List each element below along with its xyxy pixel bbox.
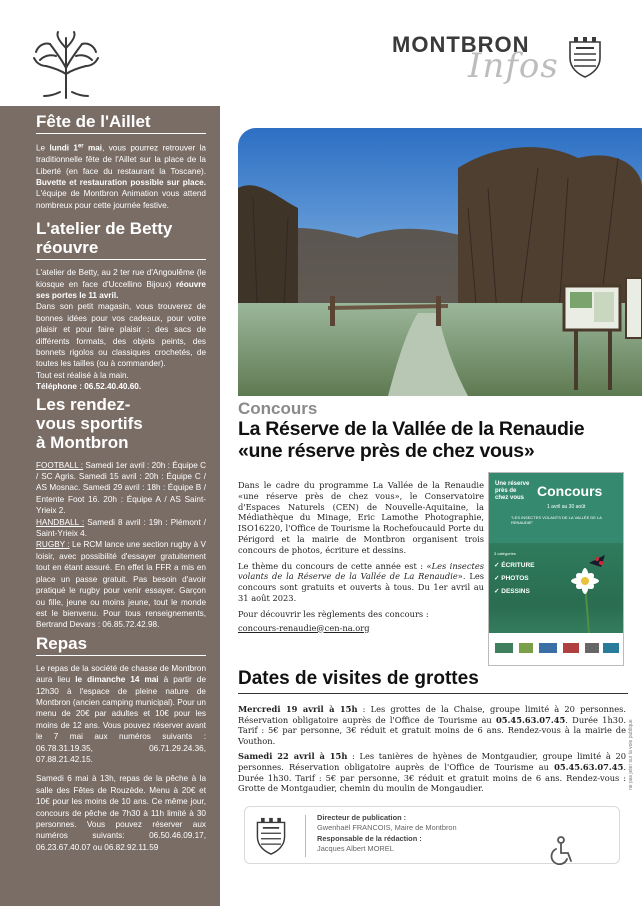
aillet-text: Le lundi 1er mai, vous pourrez retrouver la traditionnelle fête de l'Aillet sur la place de la Liberté (en face du restaurant la Toscane). Buvette et restauration possible sur place. L'équipe de Montbron Animation vous attend nombreux pour cette journée festive.: [36, 143, 206, 210]
section-sport: [36, 395, 206, 631]
poster-subtitle: "LES INSECTES VOLANTS DE LA VALLÉE DE LA RENAUDIE": [511, 515, 602, 525]
section-title-repas: Repas: [36, 634, 206, 656]
poster-dates: 1 avril au 30 août: [547, 504, 586, 510]
brand-title: MONTBRON: [392, 32, 530, 57]
partner-logos-icon: [489, 633, 624, 666]
article-title: [238, 418, 638, 462]
section-label-concours: Concours: [238, 399, 318, 418]
grottes-paragraph: Samedi 22 avril à 15h : Les tanières de hyènes de Montgaudier, groupe limité à 20 personnes. Réservation obligatoire auprès de l'Office de Tourisme au 05.45.63.07.45. Durée 1h30. Tarif : 5€ par personne, 3€ réduit et gratuit moins de 6 ans. Rendez-vous : Grotte de Montgaudier, chemin du moulin de Mongaudier.: [238, 751, 626, 794]
betty-text: L'atelier de Betty, au 2 ter rue d'Angoulême (le kiosque en face d'Uccellino Bijoux) réouvre ses portes le 11 avril. Dans son petit magasin, vous trouverez de bonnes idées pour vos cadeaux, pour votre plaisir et pour faire plaisir : des sacs de différents formats, des objets peints, des bonnets rigolos ou classiques crochetés, de toutes les tailles (ou à commander). Tout est réalisé à la main. Téléphone : 06.52.40.40.60.: [36, 268, 206, 392]
section-aillet: [36, 112, 206, 211]
crest-icon: [255, 817, 287, 855]
brand-subtitle: Infos: [468, 46, 559, 86]
reserve-photo: [238, 128, 642, 396]
footer-credits: Directeur de publication : Gwenhaël FRANCOIS, Maire de Montbron Responsable de la rédaction : Jacques Albert MOREL: [317, 813, 457, 853]
poster-categories-label: 3 catégories: [494, 551, 516, 556]
grottes-body: [238, 704, 626, 799]
footer-divider: [305, 815, 306, 857]
section-title-sport: Les rendez-vous sportifs à Montbron: [36, 394, 143, 452]
concours-poster: [488, 472, 624, 666]
article-paragraph: Le thème du concours de cette année est : «Les insectes volants de la Réserve de la Vallée de La Renaudie». Les concours sont gratuits et ouverts à tous. Du 1er avril au 31 août 2023.: [238, 560, 484, 603]
section-betty: [36, 219, 206, 392]
brand-header: [392, 32, 602, 92]
credit-text: ne pas jeter sur la voie publique: [628, 719, 634, 790]
section-repas: [36, 634, 206, 854]
poster-partner-logos: [489, 633, 624, 666]
accessibility-icon: [545, 835, 575, 865]
poster-logo: Une réserve près de chez vous: [495, 481, 530, 501]
sport-text: FOOTBALL : Samedi 1er avril : 20h : Équipe C / SC Agris. Samedi 15 avril : 20h : Équipe C / AS Mosnac. Samedi 29 avril : 18h : Équipe B / Entente Foot 16. 20h : Équipe A / AS Saint-Yrieix 2. HANDBALL : Samedi 8 avril : 19h : Plémont / Saint-Yrieix 4. RUGBY : Le RCM lance une section rugby à V loisir, avec possibilité d'essayer gratuitement tout en étant assuré. En effet la FFR a mis en place un passe gratuit. Pas besoin d'avoir pratiqué le rugby pour venir essayer. Garçon ou fille, jeune ou moins jeune, tout le monde est le bienvenu. Pour tous renseignements, Bertrand Devars : 06.85.72.42.98.: [36, 460, 206, 630]
poster-title: Concours: [537, 483, 603, 499]
article-body: [238, 480, 484, 638]
article-paragraph: Pour découvrir les règlements des concours :: [238, 608, 429, 619]
footer-box: [244, 806, 620, 864]
section-title-aillet: Fête de l'Aillet: [36, 112, 206, 134]
article-paragraph: Dans le cadre du programme La Vallée de la Renaudie «une réserve près de chez vous», le Conservatoire d'Espaces Naturels (CEN) de Nouvelle-Aquitaine, la Médiathèque du Minage, Eric Lamothe Photographie, ISO16220, l'Office de Tourisme la Rochefoucauld Porte du Périgord et la mairie de Montbron organisent trois concours de photos, écriture et dessins.: [238, 480, 484, 555]
article-title-line1: La Réserve de la Vallée de la Renaudie: [238, 418, 585, 440]
section-title-betty: L'atelier de Betty réouvre: [36, 219, 206, 260]
repas-text: Le repas de la société de chasse de Montbron aura lieu le dimanche 14 mai à partir de 12h30 à l'espace de pleine nature de Montbron (ancien camping municipal). Pour un menu de 20€ par adultes et 10€ pour les moins de 12 ans. Vous pouvez réserver avant le 7 mai aux numéros suivants : 06.78.31.19.35, 06.71.29.24.36, 07.88.21.42.15.: [36, 663, 206, 764]
sidebar: [0, 106, 220, 906]
grottes-title: Dates de visites de grottes: [238, 668, 628, 694]
crest-icon: [568, 36, 602, 78]
grottes-paragraph: Mercredi 19 avril à 15h : Les grottes de la Chaise, groupe limité à 20 personnes. Réservation obligatoire auprès de l'Office de Tourisme au 05.45.63.07.45. Durée 1h30. Tarif : 5€ par personne, 3€ réduit et gratuit moins de 6 ans. Rendez-vous à la mairie de Vouthon.: [238, 704, 627, 746]
email-link[interactable]: concours-renaudie@cen-na.org: [238, 622, 370, 633]
article-title-line2: «une réserve près de chez vous»: [238, 440, 535, 462]
poster-categories: ✓ ÉCRITURE ✓ PHOTOS ✓ DESSINS: [494, 562, 535, 595]
repas-text-2: Samedi 6 mai à 13h, repas de la pêche à la salle des Fêtes de Rouzède. Menu à 20€ et 10€ pour les moins de 10 ans. Ce même jour, concours de pêche de 7h30 à 11h limité à 30 personnes. Vous pouvez réserver aux numéros suivants: 06.50.46.09.17, 06.23.67.40.07 ou 06.82.92.11.59: [36, 774, 206, 852]
tree-logo-icon: [30, 30, 102, 100]
